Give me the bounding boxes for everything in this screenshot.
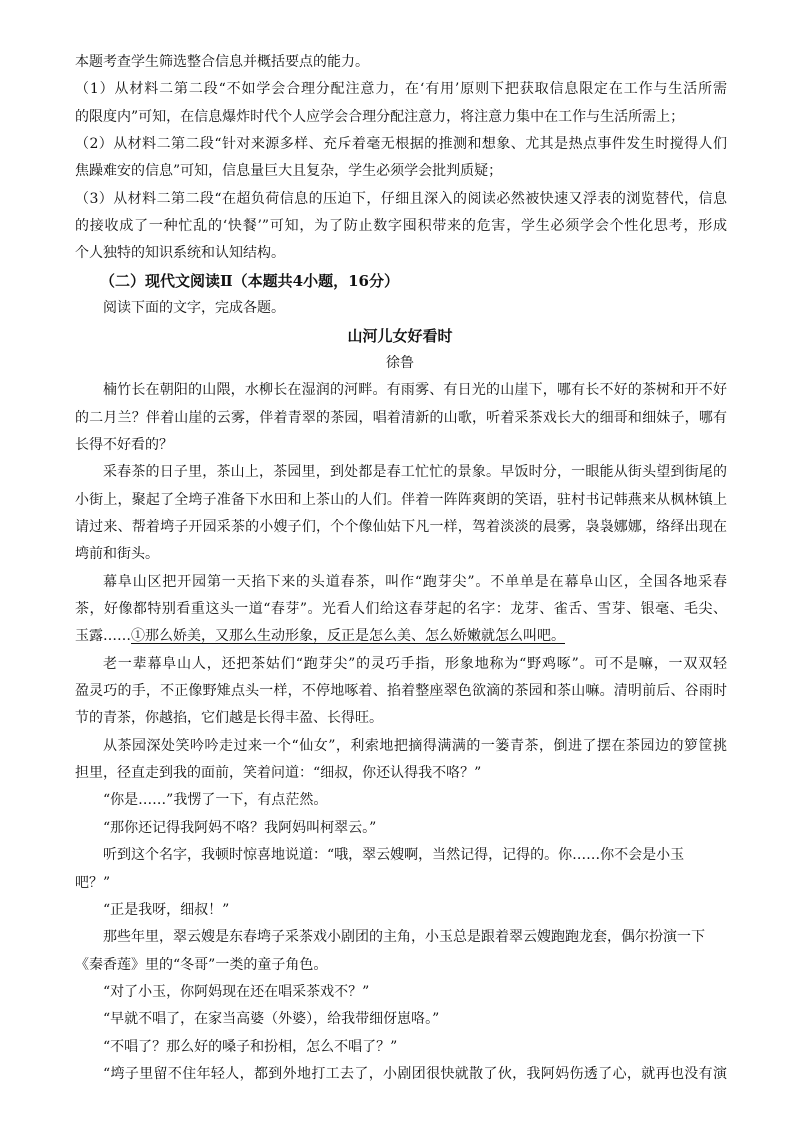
text-line: 担里，径直走到我的面前，笑着问道：“细叔，你还认得我不咯？” (75, 765, 482, 782)
text-line: 长得不好看的？ (75, 436, 173, 453)
text-line: 听到这个名字，我顿时惊喜地说道：“哦，翠云嫂啊，当然记得，记得的。你……你不会是小玉 (103, 847, 685, 864)
text-line: 吧？” (75, 874, 111, 891)
text-line: “不唱了？那么好的嗓子和扮相，怎么不唱了？” (103, 1038, 398, 1055)
text-line: （1）从材料二第二段“不如学会合理分配注意力，在‘有用’原则下把获取信息限定在工作与生活所需 (75, 81, 727, 98)
text-line: 那些年里，翠云嫂是东春塆子采茶戏小剧团的主角，小玉总是跟着翠云嫂跑跑龙套，偶尔扮演一下 (103, 929, 705, 946)
text-line-start: 玉露…… (75, 628, 131, 645)
text-line: 本题考查学生筛选整合信息并概括要点的能力。 (75, 54, 369, 70)
text-line: “正是我呀，细叔！” (103, 901, 230, 918)
section-heading: （二）现代文阅读Ⅱ（本题共4小题，16分） (100, 271, 399, 290)
text-line: “你是……”我愣了一下，有点茫然。 (103, 792, 328, 809)
text-line: “塆子里留不住年轻人，都到外地打工去了，小剧团很快就散了伙，我阿妈伤透了心，就再也没有演 (103, 1065, 727, 1082)
text-line: 茶，好像都特别看重这头一道“春芽”。光看人们给这春芽起的名字：龙芽、雀舌、雪芽、银毫、毛尖、 (75, 601, 727, 617)
text-line: “那你还记得我阿妈不咯？我阿妈叫柯翠云。” (103, 819, 377, 836)
text-line: 请过来、帮着塆子开园采茶的小嫂子们，个个像仙姑下凡一样，驾着淡淡的晨雾，袅袅娜娜，络绎出现在 (75, 518, 727, 535)
text-line: 从茶园深处笑吟吟走过来一个“仙女”，利索地把摘得满满的一篓青茶，倒进了摆在茶园边的箩筐挑 (103, 737, 727, 754)
text-line: 楠竹长在朝阳的山隈，水柳长在湿润的河畔。有雨雾、有日光的山崖下，哪有长不好的茶树和开不好 (103, 382, 727, 399)
text-line: 焦躁难安的信息”可知，信息量巨大且复杂，学生必须学会批判质疑； (75, 163, 503, 180)
text-line: 幕阜山区把开园第一天掐下来的头道春茶，叫作“跑芽尖”。不单单是在幕阜山区，全国各地采春 (103, 573, 727, 590)
text-line: （2）从材料二第二段“针对来源多样、充斥着毫无根据的推测和想象、尤其是热点事件发生时搅得人们 (75, 136, 727, 153)
text-line: “早就不唱了，在家当高婆（外婆），给我带细伢崽咯。” (103, 1011, 440, 1028)
text-line: （3）从材料二第二段“在超负荷信息的压迫下，仔细且深入的阅读必然被快速又浮表的浏览替代，信息 (75, 190, 727, 207)
text-line: 的接收成了一种忙乱的‘快餐’”可知，为了防止数字囤积带来的危害，学生必须学会个性化思考，形成 (75, 218, 727, 235)
text-line: 的二月兰？伴着山崖的云雾，伴着青翠的茶园，唱着清新的山歌，听着采茶戏长大的细哥和细妹子，哪有 (75, 409, 727, 426)
article-title: 山河儿女好看时 (347, 326, 453, 345)
text-line (75, 626, 727, 646)
text-line: 塆前和街头。 (75, 546, 159, 563)
text-line: 阅读下面的文字，完成各题。 (103, 300, 285, 317)
text-line: 盈灵巧的手，不正像野雉点头一样，不停地啄着、掐着整座翠色欲滴的茶园和茶山嘛。清明前后、谷雨时 (75, 683, 727, 700)
text-line: 老一辈幕阜山人，还把茶姑们“跑芽尖”的灵巧手指，形象地称为“野鸡啄”。可不是嘛，一双双轻 (103, 655, 727, 672)
text-line: “对了小玉，你阿妈现在还在唱采茶戏不？” (103, 983, 370, 1000)
text-line: 采春茶的日子里，茶山上，茶园里，到处都是春工忙忙的景象。早饭时分，一眼能从街头望到街尾的 (103, 464, 727, 481)
text-line: 个人独特的知识系统和认知结构。 (75, 245, 285, 262)
text-line: 的限度内”可知，在信息爆炸时代个人应学会合理分配注意力，将注意力集中在工作与生活所需上； (75, 108, 685, 125)
article-author: 徐鲁 (386, 354, 414, 371)
underlined-sentence: ①那么娇美，又那么生动形象，反正是怎么美、怎么娇嫩就怎么叫吧。 (131, 628, 565, 645)
text-line: 《秦香莲》里的“冬哥”一类的童子角色。 (75, 956, 328, 973)
text-line: 节的青茶，你越掐，它们越是长得丰盈、长得旺。 (75, 710, 383, 727)
text-line: 小街上，聚起了全塆子准备下水田和上茶山的人们。伴着一阵阵爽朗的笑语，驻村书记韩燕来从枫林镇上 (75, 491, 727, 508)
